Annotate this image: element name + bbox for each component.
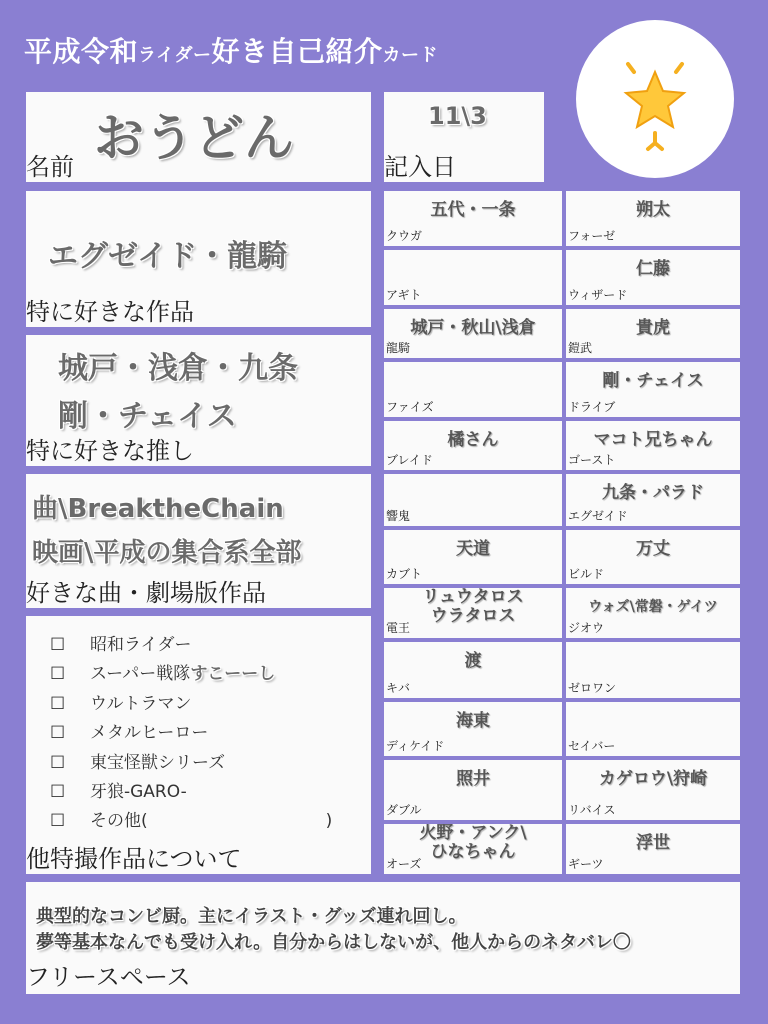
oshi-line-2: 剛・チェイス (58, 399, 237, 434)
rider-cell (384, 250, 562, 305)
rider-name-label: カブト (386, 567, 423, 581)
checklist-item-text: ウルトラマン (90, 693, 192, 714)
rider-name-label: ダブル (386, 803, 422, 817)
rider-name-label: ジオウ (568, 621, 605, 635)
rider-name-label: キバ (386, 681, 411, 695)
rider-name-label: エグゼイド (568, 509, 628, 523)
name-box (26, 92, 371, 182)
checklist-item-text: その他( (90, 811, 148, 832)
rider-favorite-value: マコト兄ちゃん (593, 430, 713, 450)
rider-favorite-value: 万丈 (636, 539, 670, 559)
rider-favorite-value: 海東 (456, 711, 490, 731)
rider-name-label: ゴースト (568, 453, 616, 467)
songs-line-2: 映画\平成の集合系全部 (32, 538, 302, 568)
free-space-line-2: 夢等基本なんでも受け入れ。自分からはしないが、他人からのネタバレ〇 (36, 932, 631, 953)
checkbox-icon[interactable]: ☐ (50, 693, 66, 714)
rider-cell (566, 588, 740, 638)
date-label: 記入日 (384, 153, 456, 181)
checklist-item[interactable] (50, 777, 332, 806)
rider-favorite-value: 城戸・秋山\浅倉 (410, 318, 536, 338)
rider-name-label: ビルド (568, 567, 605, 581)
other-works-label: 他特撮作品について (26, 845, 242, 873)
rider-favorite-value: カゲロウ\狩崎 (598, 769, 708, 789)
rider-cell (566, 421, 740, 470)
rider-cell (384, 530, 562, 584)
songs-box (26, 474, 371, 608)
date-value: 11\3 (428, 102, 487, 130)
rider-cell (566, 362, 740, 417)
checkbox-icon[interactable]: ☐ (50, 635, 66, 655)
checklist-item-text: 東宝怪獣シリーズ (90, 752, 226, 773)
rider-cell (384, 824, 562, 874)
songs-label: 好きな曲・劇場版作品 (26, 579, 266, 607)
checkbox-icon[interactable]: ☐ (50, 723, 66, 744)
title-card: カード (382, 45, 438, 66)
rider-cell (384, 362, 562, 417)
checklist-item[interactable] (50, 689, 332, 718)
rider-cell (384, 309, 562, 358)
checklist-item[interactable] (50, 630, 332, 659)
rider-name-label: ドライブ (568, 400, 616, 414)
rider-favorite-value: リュウタロス ウラタロス (422, 588, 524, 626)
favorite-works-label: 特に好きな作品 (26, 298, 194, 326)
checklist-item-note: ) (325, 811, 333, 832)
title-main-2: 好き自己紹介 (211, 35, 383, 68)
free-space-box (26, 882, 740, 994)
checklist-item-text: メタルヒーロー (90, 723, 209, 744)
rider-cell (384, 588, 562, 638)
rider-cell (566, 530, 740, 584)
favorite-works-value: エグゼイド・龍騎 (48, 239, 288, 274)
checklist-item-text: 昭和ライダー (90, 635, 192, 655)
rider-name-label: ゼロワン (568, 681, 617, 695)
favorite-oshi-label: 特に好きな推し (26, 437, 194, 465)
rider-favorite-value: ウォズ\常磐・ゲイツ (588, 599, 718, 615)
rider-cell (566, 474, 740, 526)
rider-name-label: ギーツ (568, 857, 604, 871)
rider-favorite-value: 渡 (464, 651, 482, 671)
rider-name-label: ウィザード (568, 288, 628, 302)
songs-line-1: 曲\BreaktheChain (32, 494, 284, 524)
rider-cell (566, 642, 740, 698)
checkbox-icon[interactable]: ☐ (50, 811, 66, 832)
checkbox-icon[interactable]: ☐ (50, 781, 66, 802)
rider-cell (384, 421, 562, 470)
name-label: 名前 (26, 153, 74, 181)
checklist-item-note: すこーーし (190, 664, 276, 685)
checklist-item-text: スーパー戦隊 (90, 664, 191, 685)
rider-favorite-value: 照井 (456, 769, 490, 789)
rider-favorite-value: 橘さん (447, 430, 499, 450)
rider-name-label: ブレイド (386, 453, 433, 467)
rider-cell (566, 309, 740, 358)
rider-name-label: 鎧武 (568, 341, 593, 355)
rider-favorite-value: 浮世 (636, 833, 670, 853)
rider-name-label: 響鬼 (386, 509, 411, 523)
rider-name-label: クウガ (386, 229, 423, 243)
rider-name-label: アギト (386, 288, 422, 302)
rider-favorite-value: 天道 (456, 539, 490, 559)
rider-cell (384, 760, 562, 820)
favorite-works-box (26, 191, 371, 327)
rider-name-label: ファイズ (386, 400, 434, 414)
rider-cell (384, 191, 562, 246)
rider-name-label: 電王 (386, 621, 411, 635)
other-works-checklist (50, 630, 332, 836)
checklist-item[interactable] (50, 659, 332, 688)
rider-favorite-value: 五代・一条 (430, 200, 516, 220)
rider-favorite-value: 火野・アンク\ ひなちゃん (419, 824, 527, 862)
checkbox-icon[interactable]: ☐ (50, 752, 66, 773)
rider-cell (384, 642, 562, 698)
card-title (24, 30, 438, 70)
checkbox-icon[interactable]: ☐ (50, 664, 66, 685)
star-icon (576, 20, 734, 178)
rider-favorite-value: 九条・パラド (602, 483, 704, 503)
date-box (384, 92, 544, 182)
rider-favorite-value: 朔太 (636, 200, 670, 220)
free-space-line-1: 典型的なコンビ厨。主にイラスト・グッズ連れ回し。 (36, 906, 467, 927)
title-rider: ライダー (138, 45, 212, 66)
rider-name-label: フォーゼ (568, 229, 616, 243)
rider-name-label: セイバー (568, 739, 616, 753)
rider-name-label: 龍騎 (386, 341, 411, 355)
rider-cell (566, 702, 740, 756)
rider-name-label: リバイス (568, 803, 616, 817)
rider-cell (566, 760, 740, 820)
checklist-item-text: 牙狼-GARO- (90, 781, 187, 802)
rider-name-label: ディケイド (386, 739, 445, 753)
rider-cell (566, 250, 740, 305)
free-space-label: フリースペース (26, 963, 191, 991)
name-value: おうどん (94, 109, 294, 167)
favorite-oshi-box (26, 335, 371, 466)
rider-name-label: オーズ (386, 857, 422, 871)
rider-favorite-value: 貴虎 (636, 318, 670, 338)
rider-favorite-value: 仁藤 (636, 259, 670, 279)
rider-cell (566, 191, 740, 246)
title-main: 平成令和 (24, 35, 139, 68)
rider-cell (384, 702, 562, 756)
oshi-line-1: 城戸・浅倉・九条 (58, 351, 298, 386)
rider-cell (384, 474, 562, 526)
checklist-item[interactable] (50, 718, 332, 747)
rider-cell (566, 824, 740, 874)
checklist-item[interactable] (50, 748, 332, 777)
rider-favorite-value: 剛・チェイス (602, 371, 704, 391)
checklist-item[interactable] (50, 806, 332, 835)
